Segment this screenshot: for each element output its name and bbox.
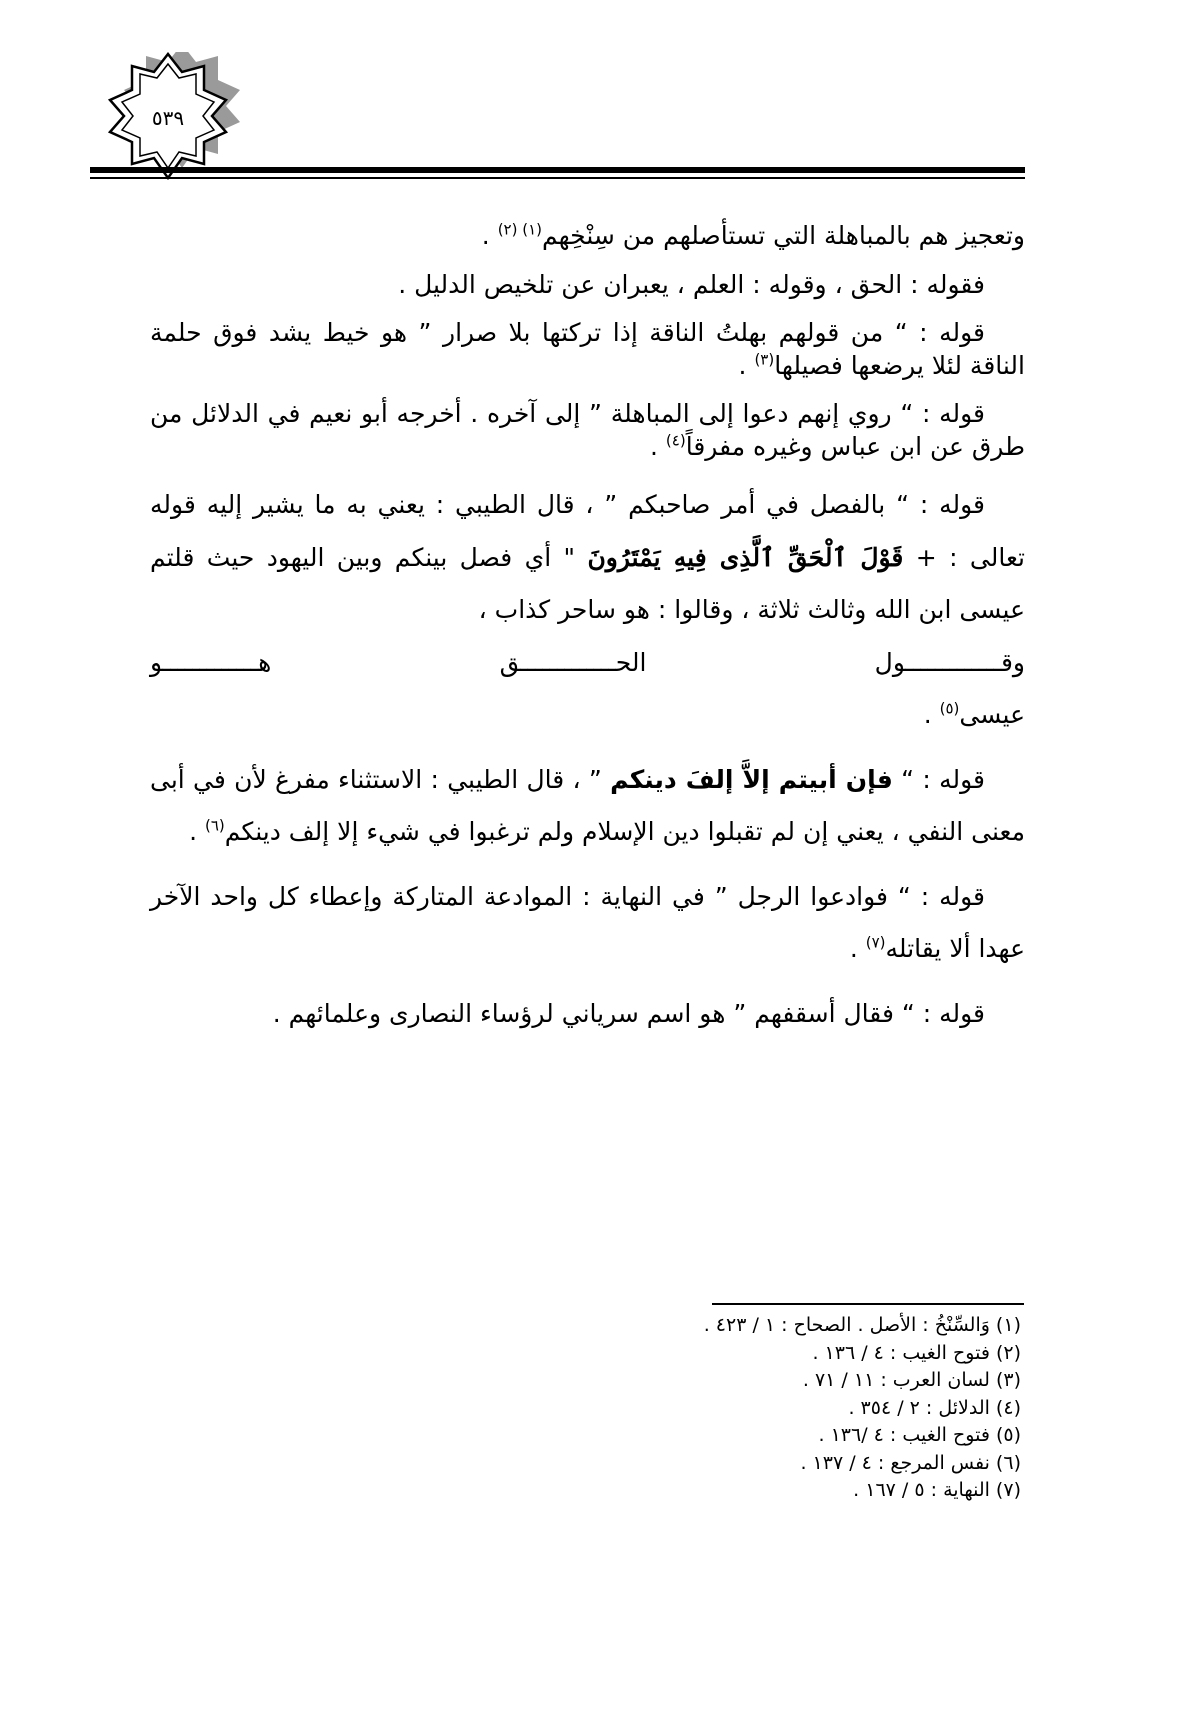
footnote-ref[interactable]: (٤)	[665, 431, 686, 450]
stretched-line: وقـــــــــــــول الحـــــــــــــق هـــــــــــــو	[150, 647, 1025, 677]
paragraph-2: فقوله : الحق ، وقوله : العلم ، يعبران عن تلخيص الدليل .	[398, 269, 985, 299]
page-number: ٥٣٩	[151, 106, 185, 130]
quran-verse: قَوْلَ ٱلْحَقِّ ٱلَّذِى فِيهِ يَمْتَرُونَ	[587, 542, 904, 572]
bold-phrase: فإن أبيتم إلاَّ إلفَ دينكم	[610, 764, 893, 794]
footnote-item: (٤) الدلائل : ٢ / ٣٥٤ .	[848, 1396, 1021, 1419]
footnote-item: (٧) النهاية : ٥ / ١٦٧ .	[853, 1479, 1021, 1502]
footnote-item: (٢) فتوح الغيب : ٤ / ١٣٦ .	[812, 1341, 1021, 1364]
paragraph-5: قوله : “ بالفصل في أمر صاحبكم ” ، قال الطيبي : يعني به ما يشير إليه قوله تعالى : + قَوْلَ ٱلْحَقِّ ٱلَّذِى فِيهِ يَمْتَرُونَ " أي فصل بينكم وبين اليهود حيث قلتم عيسى ابن الله وثالث ثلاثة ، وقالوا : هو ساحر كذاب ،	[150, 490, 1025, 624]
footnote-item: (١) وَالسِّنْخُ : الأصل . الصحاح : ١ / ٤٢٣ .	[703, 1314, 1021, 1336]
footnotes	[500, 1312, 1021, 1505]
footnote-ref[interactable]: (١) (٢)	[497, 220, 543, 239]
footnote-ref[interactable]: (٣)	[754, 350, 775, 369]
footnote-item: (٦) نفس المرجع : ٤ / ١٣٧ .	[800, 1451, 1021, 1474]
footnote-ref[interactable]: (٧)	[865, 933, 886, 952]
paragraph-5-end: عيسى$^{(٥)}$ .	[923, 699, 1025, 729]
footnote-separator	[712, 1303, 1024, 1305]
paragraph-7: قوله : “ فوادعوا الرجل ” في النهاية : الموادعة المتاركة وإعطاء كل واحد الآخر عهدا ألا يقاتله$^{(٧)}$ .	[150, 881, 1025, 963]
paragraph-1: وتعجيز هم بالمباهلة التي تستأصلهم من سِنْخِهم$^{(١) (٢)}$ .	[481, 220, 1025, 250]
header-rule	[90, 167, 1025, 173]
footnote-item: (٥) فتوح الغيب : ٤ /١٣٦ .	[818, 1424, 1021, 1447]
paragraph-8: قوله : “ فقال أسقفهم ” هو اسم سرياني لرؤساء النصارى وعلمائهم .	[272, 998, 985, 1028]
footnote-ref[interactable]: (٦)	[204, 816, 225, 835]
paragraph-6: قوله : “ فإن أبيتم إلاَّ إلفَ دينكم ” ، قال الطيبي : الاستثناء مفرغ لأن في أبى معنى النفي ، يعني إن لم تقبلوا دين الإسلام ولم ترغبوا في شيء إلا إلف دينكم$^{(٦)}$ .	[150, 764, 1025, 846]
paragraph-4: قوله : “ روي إنهم دعوا إلى المباهلة ” إلى آخره . أخرجه أبو نعيم في الدلائل من طرق عن ابن عباس وغيره مفرقاً$^{(٤)}$ .	[150, 399, 1025, 461]
footnote-ref[interactable]: (٥)	[939, 699, 960, 718]
paragraph-3: قوله : “ من قولهم بهلتُ الناقة إذا تركتها بلا صرار ” هو خيط يشد فوق حلمة الناقة لئلا يرضعها فصيلها$^{(٣)}$ .	[150, 318, 1025, 380]
body-text	[150, 220, 1025, 1052]
header-rule-thin	[90, 177, 1025, 179]
footnote-item: (٣) لسان العرب : ١١ / ٧١ .	[802, 1369, 1021, 1392]
